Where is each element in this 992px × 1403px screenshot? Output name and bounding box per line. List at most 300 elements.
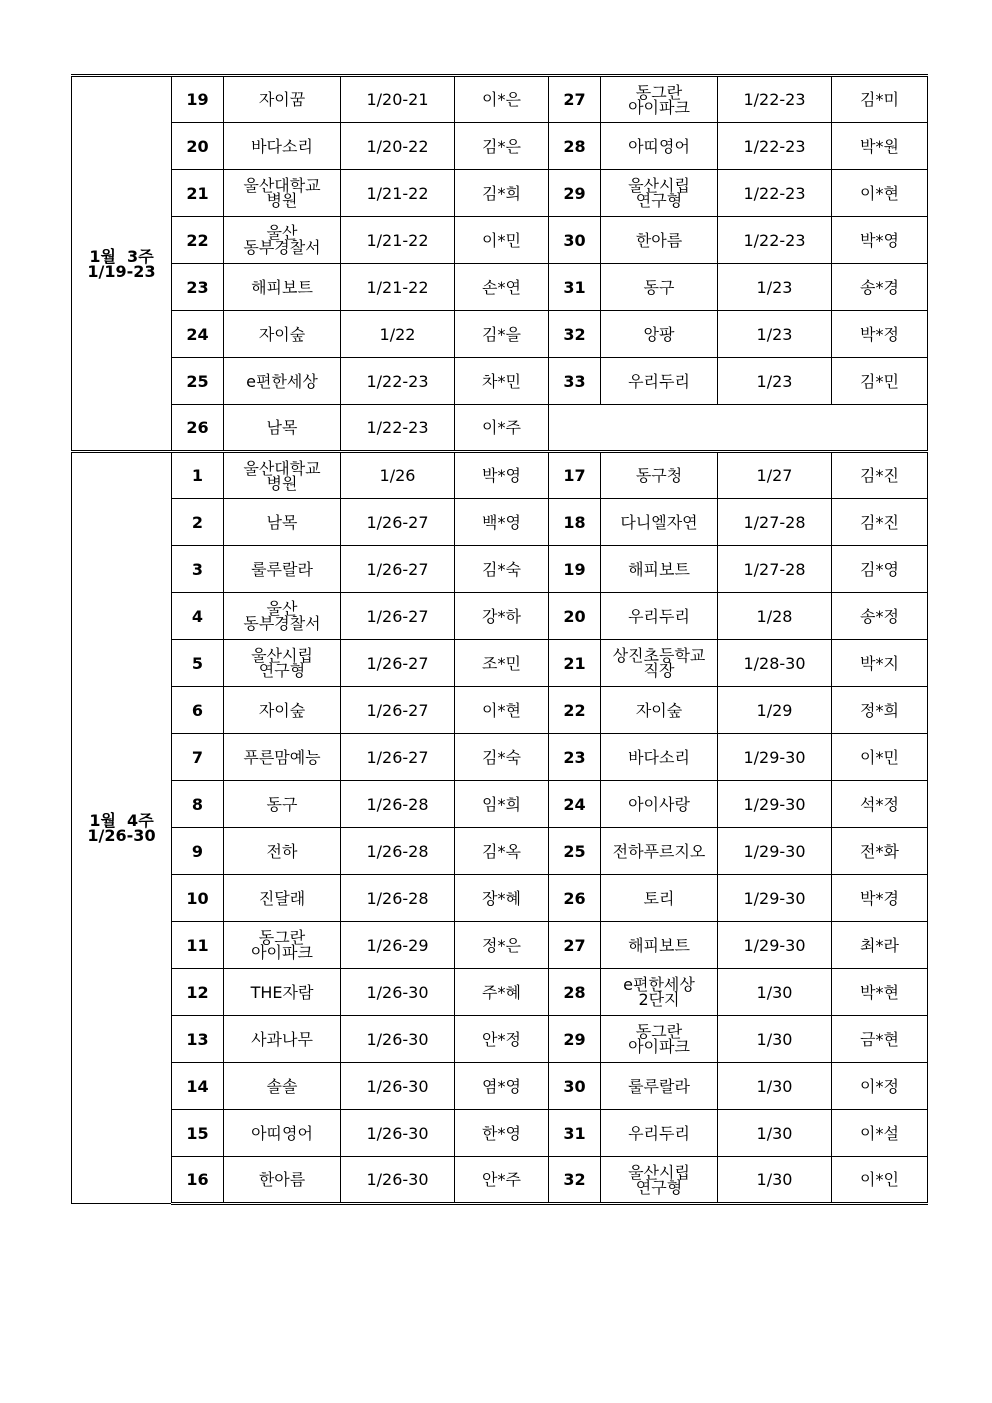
entry-date-text: 1/29 — [756, 700, 793, 720]
entry-date-text: 1/22-23 — [743, 230, 806, 250]
entry-person — [455, 687, 549, 734]
entry-date-text: 1/23 — [756, 277, 793, 297]
entry-number — [549, 76, 601, 123]
entry-date — [341, 734, 455, 781]
entry-number — [172, 875, 224, 922]
entry-person-text: 석*정 — [860, 794, 899, 814]
entry-number-text: 26 — [563, 888, 586, 908]
entry-number-text: 2 — [191, 512, 204, 532]
entry-name-text: 한아름 — [258, 1170, 306, 1189]
week-range: 1/19-23 — [87, 261, 156, 281]
entry-name — [224, 828, 341, 875]
entry-number — [172, 76, 224, 123]
entry-date-text: 1/30 — [756, 982, 793, 1002]
week-group-3 — [72, 76, 928, 452]
entry-person-text: 박*영 — [860, 230, 899, 250]
entry-name-text: 룰루랄라 — [628, 1076, 690, 1096]
entry-date-text: 1/26-29 — [366, 935, 429, 955]
table-row — [72, 828, 928, 875]
entry-person-text: 백*영 — [482, 512, 521, 532]
entry-person-text: 임*희 — [482, 794, 521, 814]
entry-date — [341, 546, 455, 593]
entry-person-text: 조*민 — [482, 653, 521, 673]
entry-person — [455, 358, 549, 405]
entry-person — [832, 311, 928, 358]
entry-person-text: 송*정 — [860, 606, 899, 626]
entry-name — [601, 123, 718, 170]
entry-number — [549, 264, 601, 311]
entry-date-text: 1/23 — [756, 324, 793, 344]
entry-person — [832, 1110, 928, 1157]
entry-name — [224, 1110, 341, 1157]
entry-date — [718, 875, 832, 922]
entry-number — [172, 264, 224, 311]
entry-name — [224, 593, 341, 640]
entry-person — [832, 593, 928, 640]
entry-name — [601, 828, 718, 875]
entry-name — [601, 452, 718, 499]
entry-number — [549, 452, 601, 499]
entry-name — [224, 1016, 341, 1063]
entry-number-text: 27 — [563, 935, 586, 955]
entry-date-text: 1/22-23 — [743, 90, 806, 109]
entry-number — [172, 687, 224, 734]
table-row — [72, 311, 928, 358]
entry-name — [224, 1063, 341, 1110]
entry-date-text: 1/26-27 — [366, 653, 429, 673]
entry-person-text: 강*하 — [482, 606, 521, 626]
entry-date — [341, 1016, 455, 1063]
entry-number — [549, 875, 601, 922]
entry-date-text: 1/22 — [379, 324, 416, 344]
entry-person — [832, 76, 928, 123]
entry-person — [832, 687, 928, 734]
entry-person-text: 이*현 — [860, 183, 899, 203]
entry-number — [549, 217, 601, 264]
entry-name — [601, 499, 718, 546]
schedule-table — [71, 74, 928, 1205]
entry-person — [455, 828, 549, 875]
entry-person — [455, 452, 549, 499]
entry-name-text: 솔솔 — [266, 1076, 298, 1096]
entry-name-text: e편한세상 2단지 — [623, 975, 695, 1009]
entry-name-text: 바다소리 — [628, 747, 690, 767]
entry-number-text: 14 — [186, 1076, 209, 1096]
table-row — [72, 593, 928, 640]
entry-number — [172, 828, 224, 875]
entry-number — [172, 405, 224, 452]
entry-name-text: 동그란 아이파크 — [628, 82, 690, 117]
entry-date — [718, 1157, 832, 1204]
entry-number-text: 22 — [186, 230, 209, 250]
entry-name — [601, 640, 718, 687]
entry-number-text: 30 — [563, 1076, 586, 1096]
entry-date — [718, 217, 832, 264]
entry-number-text: 15 — [186, 1123, 209, 1143]
entry-date-text: 1/22-23 — [743, 183, 806, 203]
entry-name-text: 동구청 — [635, 466, 683, 485]
entry-date — [718, 593, 832, 640]
entry-number-text: 21 — [186, 183, 209, 203]
entry-number-text: 20 — [563, 606, 586, 626]
entry-name-text: 자이숲 — [258, 324, 306, 344]
entry-number — [172, 969, 224, 1016]
entry-date — [718, 734, 832, 781]
entry-person — [832, 1063, 928, 1110]
entry-name — [224, 76, 341, 123]
entry-number-text: 27 — [563, 90, 586, 109]
entry-number — [549, 170, 601, 217]
table-row — [72, 217, 928, 264]
table-row — [72, 922, 928, 969]
entry-person-text: 이*민 — [860, 747, 899, 767]
entry-number — [549, 1157, 601, 1204]
entry-name — [224, 687, 341, 734]
entry-date — [718, 311, 832, 358]
table-row — [72, 123, 928, 170]
entry-name — [601, 1110, 718, 1157]
entry-number — [549, 546, 601, 593]
entry-date-text: 1/26-27 — [366, 747, 429, 767]
entry-name — [601, 264, 718, 311]
entry-name — [601, 687, 718, 734]
table-row — [72, 405, 928, 452]
entry-number — [172, 217, 224, 264]
entry-date-text: 1/26-27 — [366, 512, 429, 532]
entry-name-text: 해피보트 — [251, 277, 313, 297]
entry-date — [341, 1110, 455, 1157]
entry-date — [341, 687, 455, 734]
entry-date — [718, 123, 832, 170]
entry-date-text: 1/26-27 — [366, 700, 429, 720]
entry-date-text: 1/30 — [756, 1123, 793, 1143]
table-row — [72, 76, 928, 123]
entry-person — [832, 452, 928, 499]
table-row — [72, 452, 928, 499]
entry-number-text: 25 — [563, 841, 586, 861]
entry-person-text: 김*진 — [860, 512, 899, 532]
entry-person-text: 김*민 — [860, 371, 899, 391]
entry-name-text: 동구 — [266, 794, 298, 814]
entry-person — [832, 264, 928, 311]
table-row — [72, 687, 928, 734]
entry-number — [172, 546, 224, 593]
entry-date — [341, 499, 455, 546]
week-group-4 — [72, 452, 928, 1204]
entry-person-text: 김*미 — [860, 90, 899, 109]
entry-name-text: 아띠영어 — [251, 1123, 313, 1143]
entry-date — [718, 264, 832, 311]
entry-number-text: 24 — [186, 324, 209, 344]
entry-person-text: 김*숙 — [482, 559, 521, 579]
table-row — [72, 1157, 928, 1204]
entry-number-text: 13 — [186, 1029, 209, 1049]
entry-name-text: 울산 동부경찰서 — [243, 223, 321, 257]
entry-person — [832, 170, 928, 217]
entry-name-text: 자이숲 — [635, 700, 683, 720]
entry-date — [341, 593, 455, 640]
entry-person — [832, 922, 928, 969]
entry-date-text: 1/21-22 — [366, 277, 429, 297]
entry-name-text: 동구 — [643, 277, 675, 297]
entry-number — [549, 1016, 601, 1063]
table-row — [72, 170, 928, 217]
entry-number — [549, 828, 601, 875]
entry-person — [832, 546, 928, 593]
entry-date — [341, 640, 455, 687]
entry-number-text: 10 — [186, 888, 209, 908]
entry-number — [549, 734, 601, 781]
entry-number-text: 20 — [186, 136, 209, 156]
entry-person-text: 박*원 — [860, 136, 899, 156]
entry-number — [549, 640, 601, 687]
entry-date-text: 1/29-30 — [743, 888, 806, 908]
entry-person — [832, 1157, 928, 1204]
entry-person — [832, 217, 928, 264]
entry-person-text: 박*영 — [482, 466, 521, 485]
table-row — [72, 264, 928, 311]
entry-date — [341, 828, 455, 875]
entry-name-text: 남목 — [266, 512, 298, 532]
entry-date-text: 1/26-28 — [366, 841, 429, 861]
entry-number-text: 26 — [186, 418, 209, 437]
entry-name — [601, 781, 718, 828]
entry-number-text: 16 — [186, 1170, 209, 1189]
entry-person-text: 이*현 — [482, 700, 521, 720]
entry-person — [832, 828, 928, 875]
entry-name — [601, 734, 718, 781]
week-label-cell — [72, 452, 172, 1204]
entry-date-text: 1/23 — [756, 371, 793, 391]
entry-person — [455, 264, 549, 311]
entry-person-text: 한*영 — [482, 1123, 521, 1143]
entry-number — [549, 593, 601, 640]
entry-date — [718, 828, 832, 875]
entry-person — [455, 1110, 549, 1157]
entry-number — [549, 1110, 601, 1157]
entry-person-text: 김*숙 — [482, 747, 521, 767]
entry-person-text: 이*주 — [482, 418, 521, 437]
entry-name — [224, 452, 341, 499]
entry-person-text: 김*영 — [860, 559, 899, 579]
entry-name — [224, 123, 341, 170]
entry-date — [341, 170, 455, 217]
entry-person-text: 장*혜 — [482, 888, 521, 908]
entry-date — [341, 76, 455, 123]
entry-number — [549, 123, 601, 170]
entry-person — [455, 969, 549, 1016]
entry-person-text: 박*지 — [860, 653, 899, 673]
table-row — [72, 1063, 928, 1110]
entry-person-text: 박*현 — [860, 982, 899, 1002]
entry-name-text: 자이꿈 — [258, 90, 306, 109]
table-row — [72, 1016, 928, 1063]
entry-person — [455, 922, 549, 969]
entry-number — [172, 311, 224, 358]
entry-date — [341, 217, 455, 264]
entry-number-text: 25 — [186, 371, 209, 391]
entry-number — [172, 781, 224, 828]
entry-name-text: 울산시립 연구형 — [628, 176, 690, 210]
entry-name-text: 사과나무 — [251, 1029, 313, 1049]
entry-number — [172, 922, 224, 969]
entry-name-text: 우리두리 — [628, 371, 690, 391]
entry-name-text: 상진초등학교 직장 — [612, 646, 706, 680]
entry-number-text: 32 — [563, 324, 586, 344]
entry-number-text: 18 — [563, 512, 586, 532]
entry-date-text: 1/22-23 — [366, 418, 429, 437]
entry-name — [224, 875, 341, 922]
entry-person-text: 이*정 — [860, 1076, 899, 1096]
entry-date — [341, 1157, 455, 1204]
entry-name — [224, 405, 341, 452]
entry-person — [455, 311, 549, 358]
entry-person — [832, 358, 928, 405]
entry-name-text: 울산시립 연구형 — [628, 1162, 690, 1197]
empty-cell — [549, 405, 928, 452]
entry-name-text: 울산대학교 병원 — [243, 176, 321, 210]
entry-number-text: 5 — [191, 653, 204, 673]
entry-name-text: 남목 — [266, 418, 298, 437]
entry-date — [341, 358, 455, 405]
entry-number — [549, 1063, 601, 1110]
table-row — [72, 358, 928, 405]
entry-person-text: 송*경 — [860, 277, 899, 297]
entry-name-text: 한아름 — [635, 230, 683, 250]
entry-date-text: 1/28-30 — [743, 653, 806, 673]
entry-name — [224, 499, 341, 546]
entry-date — [341, 922, 455, 969]
entry-person-text: 김*은 — [482, 136, 521, 156]
entry-number-text: 30 — [563, 230, 586, 250]
entry-person — [832, 123, 928, 170]
entry-name — [224, 734, 341, 781]
entry-date-text: 1/27-28 — [743, 512, 806, 532]
entry-number-text: 31 — [563, 1123, 586, 1143]
entry-date — [718, 687, 832, 734]
entry-name-text: 동그란 아이파크 — [251, 928, 313, 962]
table-row — [72, 640, 928, 687]
entry-person — [455, 546, 549, 593]
entry-person — [455, 405, 549, 452]
entry-name — [224, 781, 341, 828]
entry-number-text: 17 — [563, 466, 586, 485]
entry-date — [718, 546, 832, 593]
entry-date-text: 1/26-27 — [366, 606, 429, 626]
entry-person — [455, 875, 549, 922]
entry-number — [549, 781, 601, 828]
entry-date — [718, 969, 832, 1016]
entry-date-text: 1/27 — [756, 466, 793, 485]
entry-number-text: 28 — [563, 982, 586, 1002]
entry-person — [455, 593, 549, 640]
entry-person — [832, 499, 928, 546]
entry-number — [172, 123, 224, 170]
entry-name — [601, 1063, 718, 1110]
entry-number — [172, 1157, 224, 1204]
entry-number-text: 4 — [191, 606, 204, 626]
entry-number-text: 11 — [186, 935, 209, 955]
week-label: 1월 4주 — [89, 811, 154, 830]
entry-name-text: 룰루랄라 — [251, 559, 313, 579]
entry-date-text: 1/26-30 — [366, 1170, 429, 1189]
entry-number-text: 28 — [563, 136, 586, 156]
entry-date-text: 1/29-30 — [743, 747, 806, 767]
entry-date-text: 1/21-22 — [366, 183, 429, 203]
entry-number — [172, 1110, 224, 1157]
entry-person-text: 최*라 — [860, 935, 899, 955]
entry-person — [832, 875, 928, 922]
entry-date-text: 1/27-28 — [743, 559, 806, 579]
entry-name-text: 전하푸르지오 — [612, 841, 706, 861]
entry-name — [224, 311, 341, 358]
week-range: 1/26-30 — [87, 826, 156, 845]
entry-number-text: 22 — [563, 700, 586, 720]
entry-name-text: 진달래 — [258, 888, 306, 908]
entry-date-text: 1/26-28 — [366, 794, 429, 814]
entry-date-text: 1/30 — [756, 1076, 793, 1096]
entry-person — [455, 1063, 549, 1110]
entry-name — [601, 170, 718, 217]
entry-person-text: 안*정 — [482, 1029, 521, 1049]
entry-number — [549, 499, 601, 546]
entry-person — [455, 1157, 549, 1204]
entry-person — [455, 123, 549, 170]
entry-person-text: 김*옥 — [482, 841, 521, 861]
entry-date — [341, 1063, 455, 1110]
entry-person — [832, 781, 928, 828]
entry-date — [718, 452, 832, 499]
entry-date-text: 1/29-30 — [743, 794, 806, 814]
entry-name-text: THE자람 — [250, 982, 314, 1002]
entry-date-text: 1/26-27 — [366, 559, 429, 579]
entry-person-text: 정*희 — [860, 700, 899, 720]
entry-person-text: 이*은 — [482, 90, 521, 109]
entry-person-text: 김*희 — [482, 183, 521, 203]
entry-name — [224, 170, 341, 217]
entry-date — [718, 1063, 832, 1110]
entry-number-text: 32 — [563, 1170, 586, 1189]
entry-number-text: 31 — [563, 277, 586, 297]
entry-name — [224, 358, 341, 405]
entry-person-text: 손*연 — [482, 277, 521, 297]
entry-date — [341, 781, 455, 828]
table-row — [72, 875, 928, 922]
entry-name — [224, 640, 341, 687]
entry-person — [832, 969, 928, 1016]
entry-date — [341, 875, 455, 922]
entry-number — [172, 1016, 224, 1063]
entry-name — [224, 217, 341, 264]
entry-name-text: 울산대학교 병원 — [243, 458, 321, 493]
entry-name-text: 푸른맘예능 — [243, 747, 321, 767]
entry-person-text: 정*은 — [482, 935, 521, 955]
entry-person-text: 박*경 — [860, 888, 899, 908]
entry-date-text: 1/26-28 — [366, 888, 429, 908]
entry-name — [601, 546, 718, 593]
entry-name — [601, 593, 718, 640]
entry-number-text: 19 — [186, 90, 209, 109]
entry-name — [601, 217, 718, 264]
entry-person-text: 이*설 — [860, 1123, 899, 1143]
entry-name — [601, 1016, 718, 1063]
entry-person-text: 금*현 — [860, 1029, 899, 1049]
entry-person — [455, 781, 549, 828]
entry-name — [224, 264, 341, 311]
entry-date — [341, 969, 455, 1016]
entry-person — [455, 76, 549, 123]
entry-name — [601, 875, 718, 922]
